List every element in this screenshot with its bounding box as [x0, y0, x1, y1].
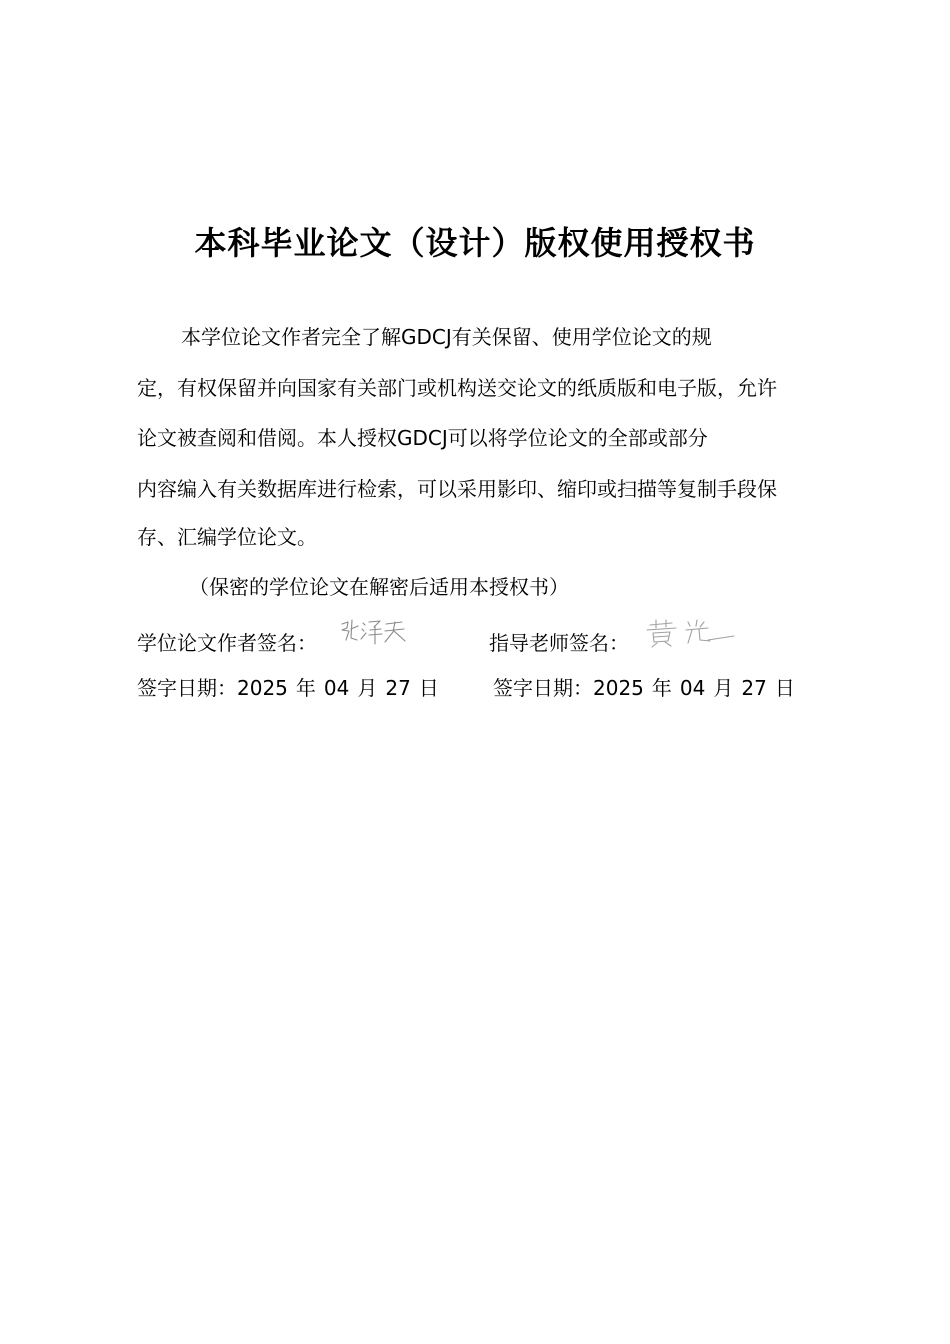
paragraph-line-5: 存、汇编学位论文。 [137, 525, 317, 549]
page-title: 本科毕业论文（设计）版权使用授权书 [194, 224, 756, 262]
advisor-date-day-unit: 日 [774, 676, 795, 700]
author-handwritten-signature [338, 614, 410, 648]
author-date-day-unit: 日 [418, 676, 439, 700]
author-date-year: 2025 [237, 676, 288, 700]
author-signing-date [137, 675, 439, 701]
author-signature-label: 学位论文作者签名： [137, 631, 317, 655]
advisor-date-month: 04 [679, 676, 706, 700]
paragraph-line-3: 论文被查阅和借阅。本人授权GDCJ可以将学位论文的全部或部分 [137, 426, 708, 450]
advisor-date-label: 签字日期： [493, 676, 593, 700]
author-date-month-unit: 月 [357, 676, 378, 700]
author-date-year-unit: 年 [295, 676, 316, 700]
paragraph-line-2: 定，有权保留并向国家有关部门或机构送交论文的纸质版和电子版，允许 [137, 376, 777, 400]
advisor-signing-date [493, 675, 795, 701]
advisor-handwritten-signature [644, 616, 736, 648]
author-date-label: 签字日期： [137, 676, 237, 700]
advisor-date-year-unit: 年 [651, 676, 672, 700]
advisor-date-year: 2025 [593, 676, 644, 700]
author-date-month: 04 [323, 676, 350, 700]
advisor-date-month-unit: 月 [713, 676, 734, 700]
author-date-day: 27 [385, 676, 411, 700]
advisor-signature-label: 指导老师签名： [489, 631, 629, 655]
advisor-date-day: 27 [741, 676, 767, 700]
paragraph-line-1: 本学位论文作者完全了解GDCJ有关保留、使用学位论文的规 [181, 325, 712, 349]
confidential-note: （保密的学位论文在解密后适用本授权书） [189, 575, 569, 599]
paragraph-line-4: 内容编入有关数据库进行检索，可以采用影印、缩印或扫描等复制手段保 [137, 477, 777, 501]
